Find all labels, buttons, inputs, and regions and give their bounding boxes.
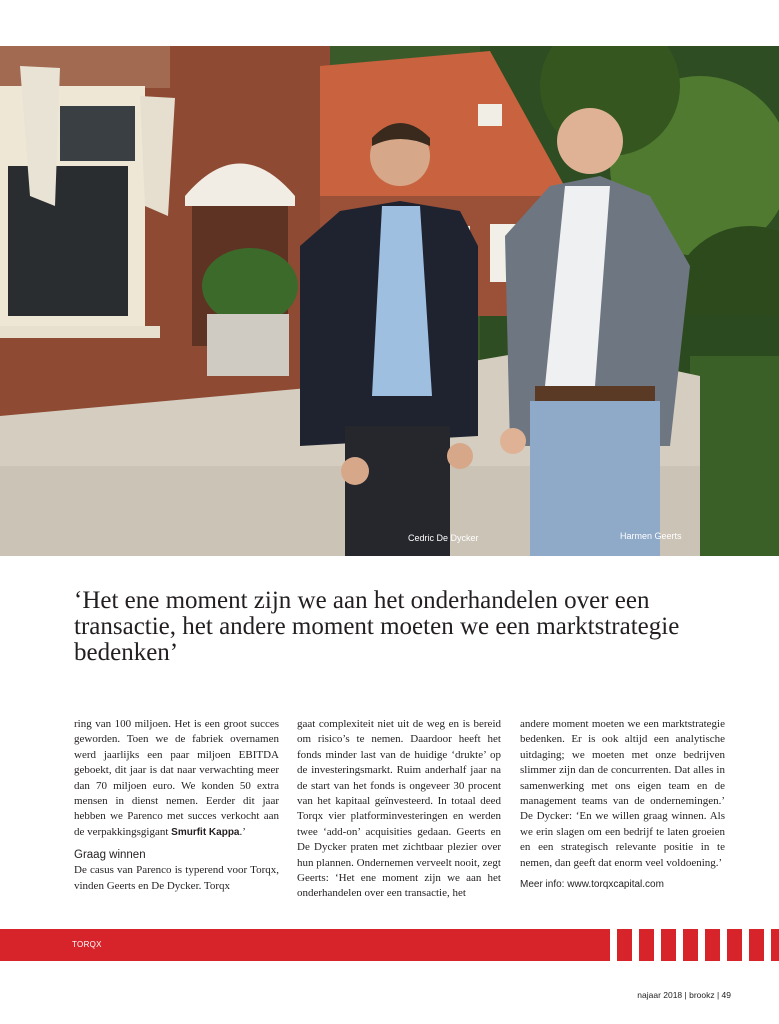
brand-band xyxy=(0,929,779,961)
text-column-3 xyxy=(520,717,725,892)
text-column-1 xyxy=(74,717,279,894)
hero-photo xyxy=(0,46,779,556)
column-3-paragraph: andere moment moeten we een marktstrategie bedenken. Er is ook altijd een analytische uitdaging; we moeten met onze bedrijven slimmer zijn dan de concurrenten. Dat alles in samenwerking met ons eigen team en de management teams van de ondernemingen.’ De Dycker: ‘En we willen graag winnen. Als we erin slagen om een bedrijf te laten groeien en een strategisch relevante positie in te nemen, dan geeft dat enorm veel voldoening.’ xyxy=(520,718,725,869)
stripe xyxy=(632,929,639,961)
column-1-paragraph xyxy=(74,717,279,840)
column-1-text: ring van 100 miljoen. Het is een groot succes geworden. Toen we de fabriek overnamen werd jaarlijks een paar miljoen EBITDA geboekt, dit jaar is dat naar verwachting meer dan 70 miljoen euro. We konden 50 extra mensen in dienst nemen. Eerder dit jaar hebben we Parenco met succes verkocht aan de verpakkingsgigant xyxy=(74,718,279,838)
stripe xyxy=(698,929,705,961)
photo-caption-left: Cedric De Dycker xyxy=(408,533,479,543)
stripe xyxy=(654,929,661,961)
more-info-label: Meer info: xyxy=(520,879,565,891)
more-info-link[interactable]: www.torqxcapital.com xyxy=(567,879,664,891)
subheading-graag-winnen: Graag winnen xyxy=(74,849,146,862)
column-1-paragraph-2: De casus van Parenco is typerend voor Torqx, vinden Geerts en De Dycker. Torqx xyxy=(74,864,279,892)
page-footer: najaar 2018 | brookz | 49 xyxy=(637,990,731,1000)
company-name-bold: Smurfit Kappa xyxy=(171,826,240,838)
stripe xyxy=(610,929,617,961)
more-info-line xyxy=(520,877,725,892)
stripe xyxy=(720,929,727,961)
text-column-2 xyxy=(297,717,501,902)
stripe-pattern xyxy=(610,929,779,961)
stripe xyxy=(764,929,771,961)
stripe xyxy=(676,929,683,961)
photo-caption-right: Harmen Geerts xyxy=(620,531,682,541)
column-2-paragraph: gaat complexiteit niet uit de weg en is bereid om risico’s te nemen. Daardoor heeft het fonds minder last van de huidige ‘drukte’ op de investeringsmarkt. Ruim anderhalf jaar na de start van het fonds is ongeveer 30 procent van het kapitaal geïnvesteerd. In totaal deed Torqx vier platforminvesteringen en werden twee ‘add-on’ acquisities gedaan. Geerts en De Dycker praten met zichtbaar plezier over hun plannen. Ondernemen verveelt nooit, zegt Geerts: ‘Het ene moment zijn we aan het onderhandelen over een transactie, het xyxy=(297,718,501,900)
stripe xyxy=(742,929,749,961)
pull-quote: ‘Het ene moment zijn we aan het onderhandelen over een transactie, het andere moment moeten we een marktstrategie bedenken’ xyxy=(74,587,680,666)
column-1-quote-end: .’ xyxy=(239,825,246,838)
brand-label: TORQX xyxy=(72,940,102,949)
